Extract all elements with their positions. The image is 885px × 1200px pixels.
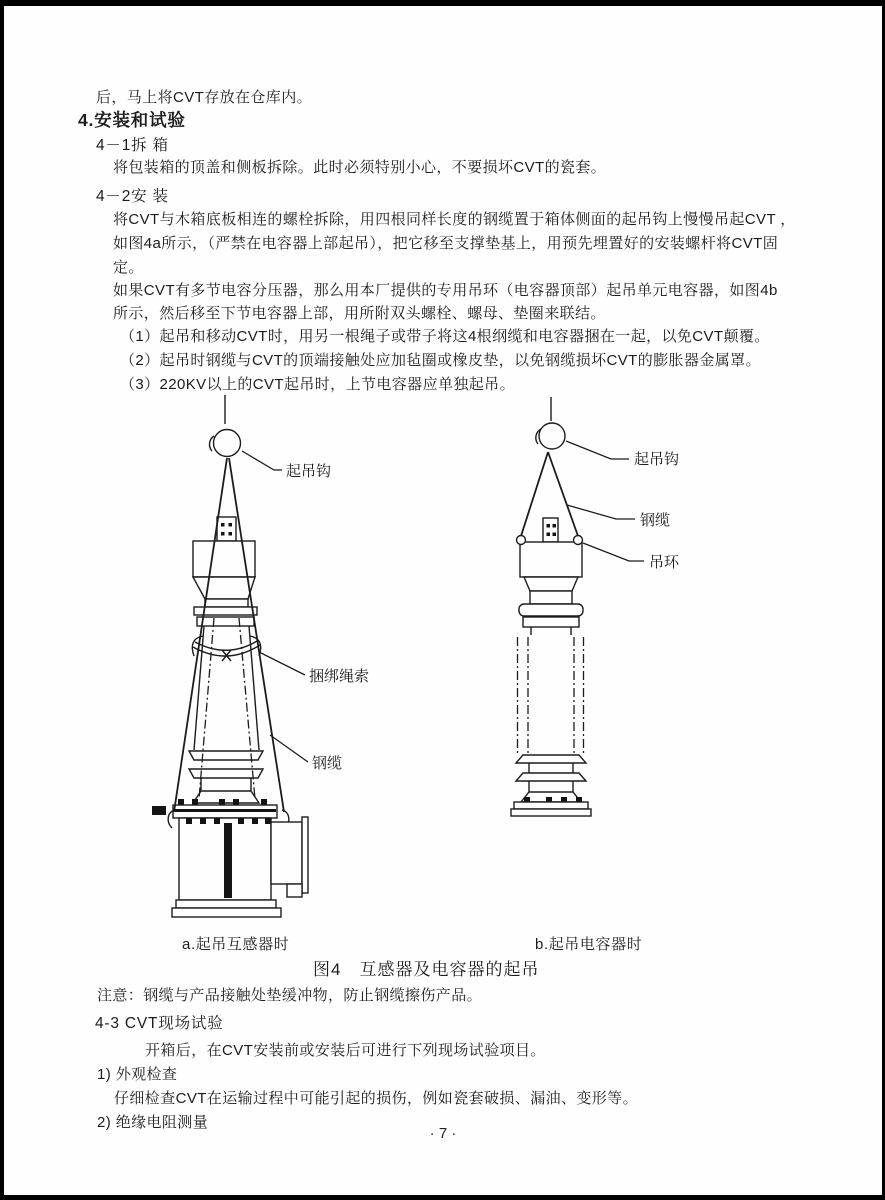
list-item-1-heading: 1) 外观检查 bbox=[97, 1066, 178, 1083]
body-line: 后，马上将CVT存放在仓库内。 bbox=[96, 89, 313, 106]
body-line: 所示，然后移至下节电容器上部，用所附双头螺栓、螺母、垫圈来联结。 bbox=[113, 305, 606, 322]
section-heading-4: 4.安装和试验 bbox=[78, 110, 186, 130]
figure-caption-a: a.起吊互感器时 bbox=[182, 936, 290, 953]
label-cable-b: 钢缆 bbox=[640, 512, 671, 529]
subsection-heading-4-3: 4-3 CVT现场试验 bbox=[95, 1015, 224, 1032]
label-ring-b: 吊环 bbox=[649, 554, 680, 571]
subsection-heading-4-1: 4－1拆 箱 bbox=[96, 137, 169, 154]
list-item-1-body: 仔细检查CVT在运输过程中可能引起的损伤，例如瓷套破损、漏油、变形等。 bbox=[114, 1090, 639, 1107]
crane-hook-a-icon bbox=[209, 395, 240, 457]
body-line: 将包装箱的顶盖和侧板拆除。此时必须特别小心，不要损坏CVT的瓷套。 bbox=[113, 159, 607, 176]
figure-b-drawing bbox=[511, 397, 680, 816]
crane-hook-b-icon bbox=[536, 397, 565, 449]
body-line: 将CVT与木箱底板相连的螺栓拆除，用四根同样长度的钢缆置于箱体侧面的起吊钩上慢慢吊起CVT ， bbox=[113, 211, 796, 228]
body-line: 开箱后，在CVT安装前或安装后可进行下列现场试验项目。 bbox=[145, 1042, 546, 1059]
capacitor-body bbox=[511, 518, 591, 816]
label-cable-a: 钢缆 bbox=[312, 755, 343, 772]
body-line: （2）起吊时钢缆与CVT的顶端接触处应加毡圈或橡皮垫，以免钢缆损坏CVT的膨胀器金属罩。 bbox=[120, 352, 761, 369]
body-line: （3）220KV以上的CVT起吊时，上节电容器应单独起吊。 bbox=[120, 376, 515, 393]
label-rope-a: 捆绑绳索 bbox=[309, 668, 370, 685]
figure-a-drawing bbox=[152, 395, 369, 917]
transformer-body bbox=[152, 517, 308, 917]
figure-note: 注意：钢缆与产品接触处垫缓冲物，防止钢缆擦伤产品。 bbox=[97, 987, 483, 1004]
figure-title: 图4 互感器及电容器的起吊 bbox=[313, 960, 540, 979]
body-line: （1）起吊和移动CVT时，用另一根绳子或带子将这4根纲缆和电容器捆在一起，以免CVT颠覆。 bbox=[120, 328, 770, 345]
lifting-ring-left bbox=[517, 536, 526, 545]
body-line: 如果CVT有多节电容分压器，那么用本厂提供的专用吊环（电容器顶部）起吊单元电容器，如图4b bbox=[113, 282, 778, 299]
list-item-2-heading: 2) 绝缘电阻测量 bbox=[97, 1114, 209, 1131]
label-hook-b: 起吊钩 bbox=[634, 451, 680, 468]
subsection-heading-4-2: 4－2安 装 bbox=[96, 188, 169, 205]
body-line: 定。 bbox=[113, 259, 144, 276]
body-line: 如图4a所示，（严禁在电容器上部起吊），把它移至支撑垫基上，用预先埋置好的安装螺杆将CVT固 bbox=[113, 235, 779, 252]
label-hook-a: 起吊钩 bbox=[286, 463, 332, 480]
figure-4 bbox=[80, 390, 800, 950]
page-number: · 7 · bbox=[429, 1125, 457, 1142]
lifting-ring-right bbox=[574, 536, 583, 545]
figure-caption-b: b.起吊电容器时 bbox=[535, 936, 643, 953]
page bbox=[4, 6, 882, 1195]
